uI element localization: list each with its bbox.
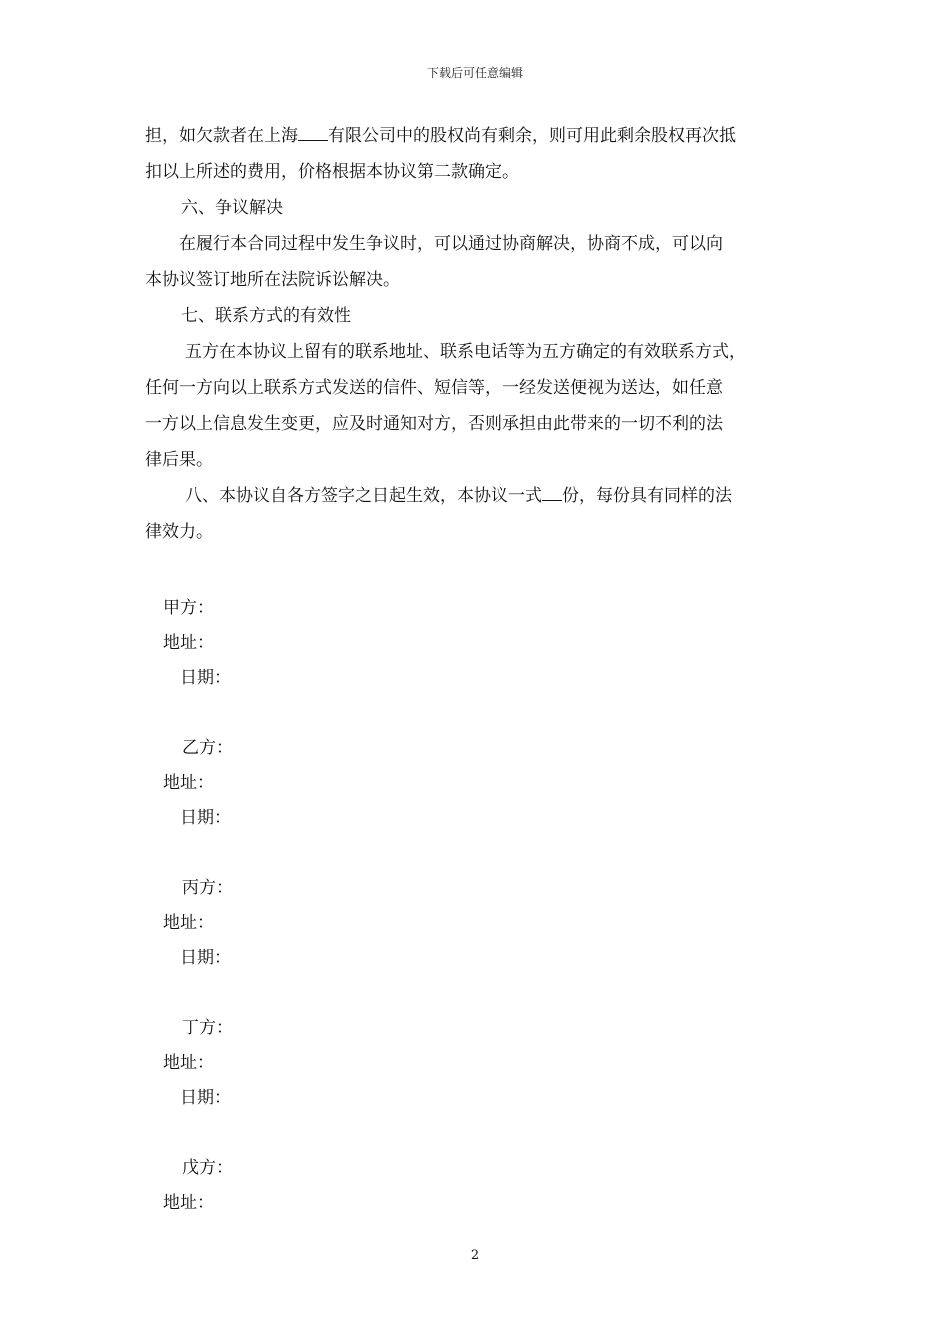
party-a-address: 地址： (163, 633, 214, 653)
party-c-date: 日期： (180, 948, 231, 968)
paragraph-line: 在履行本合同过程中发生争议时，可以通过协商解决，协商不成，可以向 (179, 234, 723, 254)
paragraph-line: 扣以上所述的费用，价格根据本协议第二款确定。 (145, 162, 519, 182)
paragraph-line: 本协议签订地所在法院诉讼解决。 (145, 270, 400, 290)
party-c-address: 地址： (163, 913, 214, 933)
page-header: 下载后可任意编辑 (426, 66, 523, 80)
party-d-address: 地址： (163, 1053, 214, 1073)
text-segment: 有限公司中的股权尚有剩余，则可用此剩余股权再次抵 (328, 126, 736, 146)
blank-line (298, 123, 328, 141)
party-d-label: 丁方： (182, 1018, 233, 1038)
blank-line (542, 483, 562, 501)
paragraph-line (145, 118, 810, 154)
document-body (145, 118, 810, 550)
party-b-date: 日期： (180, 808, 231, 828)
party-a-label: 甲方： (163, 598, 214, 618)
party-d-date: 日期： (180, 1088, 231, 1108)
paragraph-line: 任何一方向以上联系方式发送的信件、短信等，一经发送便视为送达，如任意 (145, 378, 723, 398)
party-e-label: 戊方： (182, 1158, 233, 1178)
party-a-date: 日期： (180, 668, 231, 688)
page-number: 2 (470, 1248, 480, 1263)
paragraph-line: 五方在本协议上留有的联系地址、联系电话等为五方确定的有效联系方式， (185, 342, 746, 362)
text-segment: 份，每份具有同样的法 (562, 486, 732, 506)
party-c-label: 丙方： (182, 878, 233, 898)
paragraph-line: 律后果。 (145, 450, 213, 470)
party-b-address: 地址： (163, 773, 214, 793)
paragraph-line: 一方以上信息发生变更，应及时通知对方，否则承担由此带来的一切不利的法 (145, 414, 723, 434)
paragraph-line: 律效力。 (145, 522, 213, 542)
paragraph-line (145, 478, 810, 514)
section-title: 六、争议解决 (181, 198, 283, 218)
party-e-address: 地址： (163, 1193, 214, 1213)
section-title: 七、联系方式的有效性 (181, 306, 351, 326)
text-segment: 担，如欠款者在上海 (145, 126, 298, 146)
party-b-label: 乙方： (182, 738, 233, 758)
text-segment: 八、本协议自各方签字之日起生效，本协议一式 (185, 486, 542, 506)
